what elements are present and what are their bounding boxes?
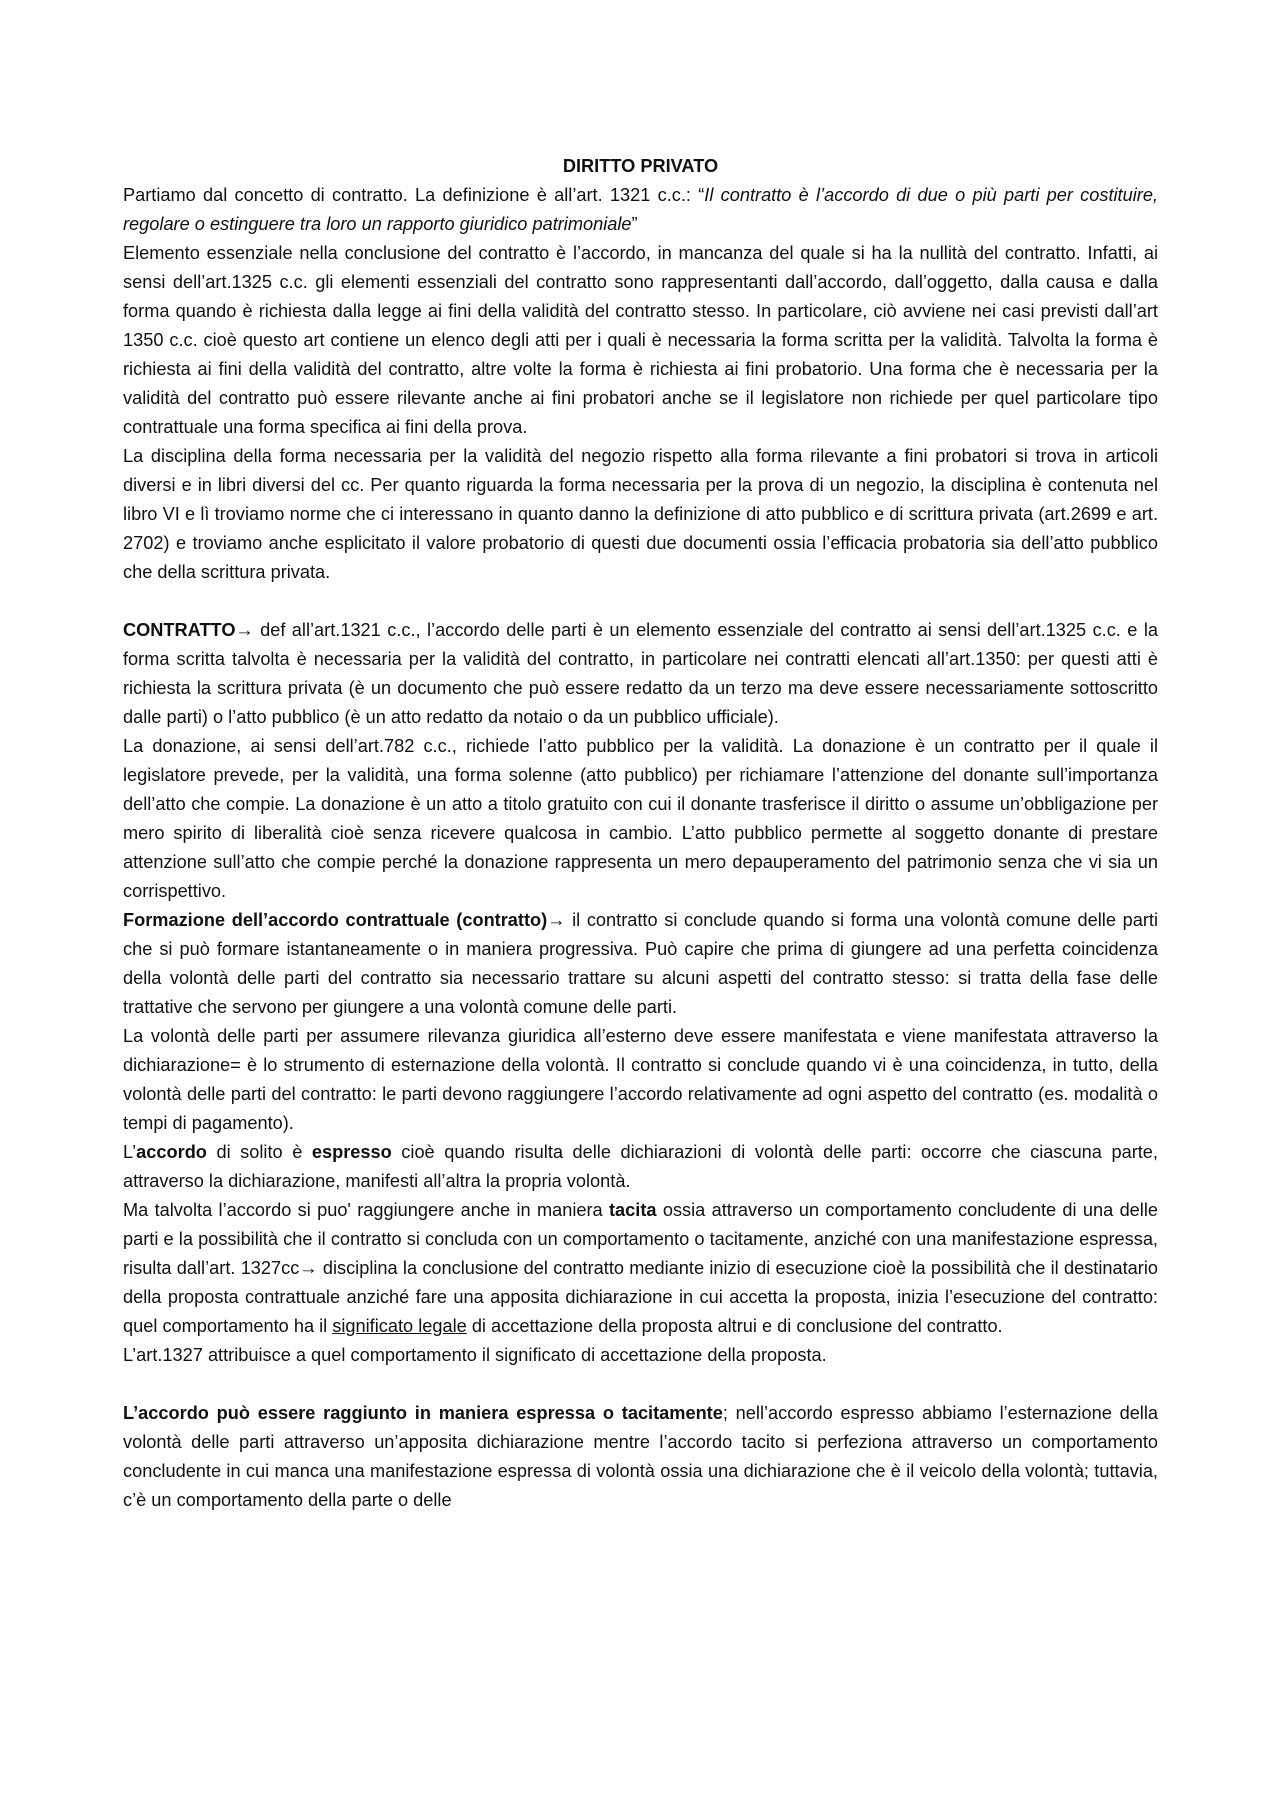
bold-term-tacita: tacita: [609, 1200, 657, 1220]
underlined-term-significato-legale: significato legale: [332, 1316, 467, 1336]
bold-lead-sentence: L’accordo può essere raggiunto in maniera espressa o tacitamente: [123, 1403, 723, 1423]
paragraph-donazione: La donazione, ai sensi dell’art.782 c.c., richiede l’atto pubblico per la validità. La donazione è un contratto per il quale il legislatore prevede, per la validità, una forma solenne (atto pubblico) per richiamare l’attenzione del donante sull’importanza dell’atto che compie. La donazione è un atto a titolo gratuito con cui il donante trasferisce il diritto o assume un’obbligazione per mero spirito di liberalità cioè senza ricevere qualcosa in cambio. L’atto pubblico permette al soggetto donante di prestare attenzione sull’atto che compie perché la donazione rappresenta un mero depauperamento del patrimonio senza che vi sia un corrispettivo.: [123, 736, 1158, 901]
paragraph-accordo-espresso: [123, 1138, 1158, 1196]
arrow-right-icon: →: [235, 620, 254, 640]
section-heading-formazione: Formazione dell’accordo contrattuale (contratto): [123, 910, 548, 930]
paragraph-essential-elements: Elemento essenziale nella conclusione del contratto è l’accordo, in mancanza del quale si ha la nullità del contratto. Infatti, ai sensi dell’art.1325 c.c. gli elementi essenziali del contratto sono rappresentanti dall’accordo, dall’oggetto, dalla causa e dalla forma quando è richiesta dalla legge ai fini della validità del contratto stesso. In particolare, ciò avviene nei casi previsti dall’art 1350 c.c. cioè questo art contiene un elenco degli atti per i quali è necessaria la forma scritta per la validità. Talvolta la forma è richiesta ai fini della validità del contratto, altre volte la forma è richiesta ai fini probatorio. Una forma che è necessaria per la validità del contratto può essere rilevante anche ai fini probatori anche se il legislatore non richiede per quel particolare tipo contrattuale una forma specifica ai fini della prova.: [123, 243, 1158, 437]
paragraph-text: di accettazione della proposta altrui e di conclusione del contratto.: [466, 1316, 1003, 1336]
paragraph-art-1327: L’art.1327 attribuisce a quel comportamento il significato di accettazione della proposta.: [123, 1345, 827, 1365]
paragraph-gap: [123, 1370, 1158, 1399]
paragraph-text: ; nell’accordo espresso abbiamo l’esternazione della volontà delle parti attraverso un’apposita dichiarazione mentre l’accordo tacito si perfeziona attraverso un comportamento concludente in cui manca una manifestazione espressa di volontà ossia una dichiarazione che è il veicolo della volontà; tuttavia, c’è un comportamento della parte o delle: [123, 1403, 1159, 1510]
bold-term-accordo: accordo: [136, 1142, 207, 1162]
document-title: DIRITTO PRIVATO: [562, 156, 719, 176]
paragraph-text: cioè quando risulta delle dichiarazioni di volontà delle parti: occorre che ciascuna parte, attraverso la dichiarazione, manifesti all’altra la propria volontà.: [123, 1142, 1158, 1191]
paragraph-gap: [123, 587, 1158, 616]
paragraph-accordo-espresso-tacito: [123, 1399, 1158, 1515]
section-heading-contratto: CONTRATTO: [123, 620, 236, 640]
paragraph-accordo-tacito: [123, 1196, 1158, 1341]
paragraph-text: L’: [123, 1142, 137, 1162]
paragraph-text: di solito è: [206, 1142, 312, 1162]
quoted-definition: Il contratto è l’accordo di due o più parti per costituire, regolare o estinguere tra loro un rapporto giuridico patrimoniale: [123, 185, 1158, 234]
closing-quote: ”: [631, 214, 638, 234]
paragraph-text: ossia attraverso un comportamento concludente di una delle parti e la possibilità che il contratto si concluda con un comportamento o tacitamente, anziché con una manifestazione espressa, risulta dall’art. 1327cc: [123, 1200, 1158, 1278]
paragraph-definition: [123, 181, 1158, 239]
paragraph-form-discipline: La disciplina della forma necessaria per la validità del negozio rispetto alla forma rilevante a fini probatori si trova in articoli diversi e in libri diversi del cc. Per quanto riguarda la forma necessaria per la prova di un negozio, la disciplina è contenuta nel libro VI e lì troviamo norme che ci interessano in quanto danno la definizione di atto pubblico e di scrittura privata (art.2699 e art. 2702) e troviamo anche esplicitato il valore probatorio di questi due documenti ossia l’efficacia probatoria sia dell’atto pubblico che della scrittura privata.: [123, 446, 1158, 582]
paragraph-text: il contratto si conclude quando si forma una volontà comune delle parti che si può formare istantaneamente o in maniera progressiva. Può capire che prima di giungere ad una perfetta coincidenza della volontà delle parti del contratto sia necessario trattare su alcuni aspetti del contratto stesso: si tratta della fase delle trattative che servono per giungere a una volontà comune delle parti.: [123, 910, 1158, 1017]
arrow-right-icon: →: [299, 1258, 318, 1278]
paragraph-text: def all’art.1321 c.c., l’accordo delle parti è un elemento essenziale del contratto ai sensi dell’art.1325 c.c. e la forma scritta talvolta è necessaria per la validità del contratto, in particolare nei contratti elencati all’art.1350: per questi atti è richiesta la scrittura privata (è un documento che può essere redatto da un terzo ma deve essere necessariamente sottoscritto dalle parti) o l’atto pubblico (è un atto redatto da notaio o da un pubblico ufficiale).: [123, 620, 1158, 727]
paragraph-text: Partiamo dal concetto di contratto. La definizione è all’art. 1321 c.c.: “: [123, 185, 705, 205]
bold-term-espresso: espresso: [311, 1142, 392, 1162]
paragraph-text: Ma talvolta l’accordo si puo' raggiungere anche in maniera: [123, 1200, 609, 1220]
arrow-right-icon: →: [547, 910, 566, 930]
paragraph-contratto: [123, 616, 1158, 732]
paragraph-volonta-parti: La volontà delle parti per assumere rilevanza giuridica all’esterno deve essere manifestata e viene manifestata attraverso la dichiarazione= è lo strumento di esternazione della volontà. Il contratto si conclude quando vi è una coincidenza, in tutto, della volontà delle parti del contratto: le parti devono raggiungere l’accordo relativamente ad ogni aspetto del contratto (es. modalità o tempi di pagamento).: [123, 1026, 1158, 1133]
paragraph-text: disciplina la conclusione del contratto mediante inizio di esecuzione cioè la possibilità che il destinatario della proposta contrattuale anziché fare una apposita dichiarazione in cui accetta la proposta, inizia l’esecuzione del contratto: quel comportamento ha il: [123, 1258, 1159, 1336]
paragraph-formazione-accordo: [123, 906, 1158, 1022]
document-page: [123, 152, 1158, 1515]
